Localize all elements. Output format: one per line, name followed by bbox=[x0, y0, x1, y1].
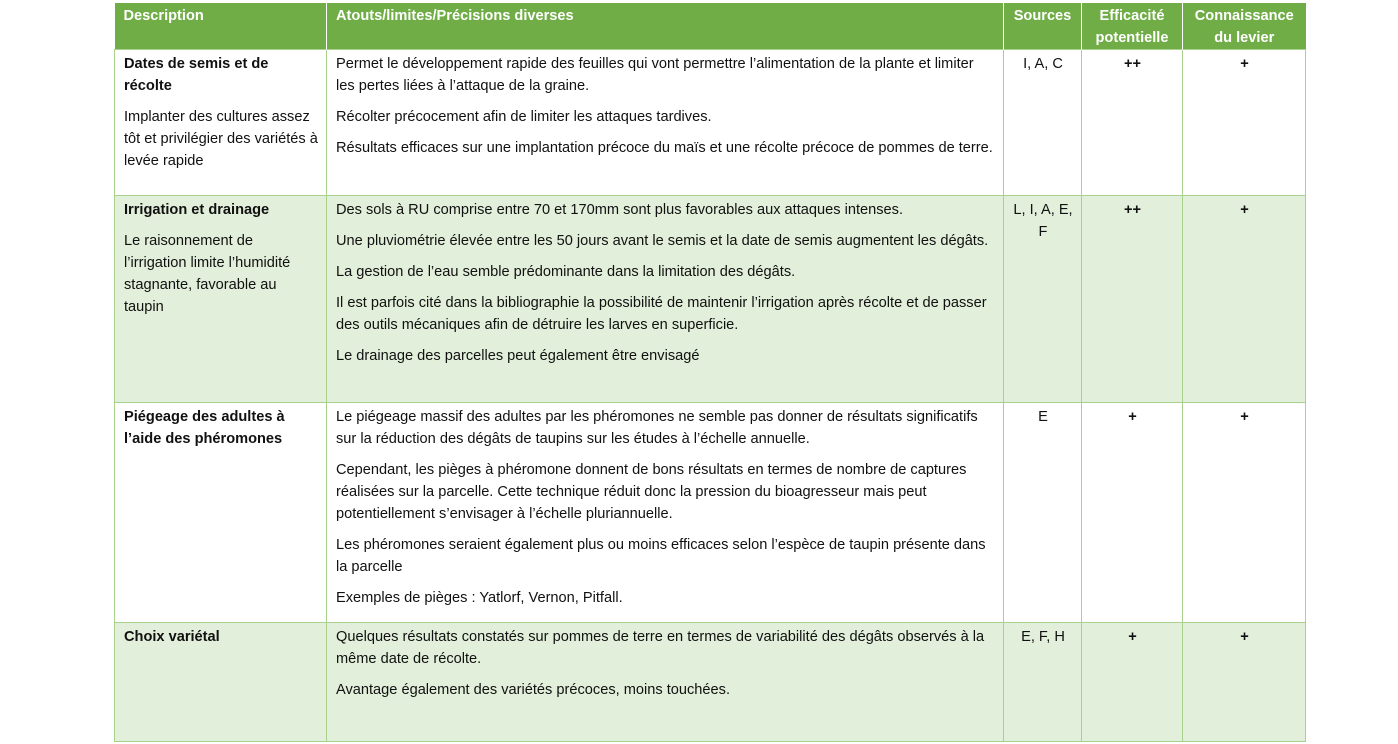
details-cell bbox=[327, 196, 1004, 403]
details-cell bbox=[327, 403, 1004, 623]
connaissance-cell: + bbox=[1183, 50, 1306, 196]
detail-paragraph: Résultats efficaces sur une implantation précoce du maïs et une récolte précoce de pommes de terre. bbox=[336, 140, 993, 156]
detail-paragraph: Une pluviométrie élevée entre les 50 jours avant le semis et la date de semis augmentent les dégâts. bbox=[336, 233, 989, 249]
efficacite-cell: ++ bbox=[1082, 50, 1183, 196]
lever-title: Irrigation et drainage bbox=[124, 202, 270, 218]
detail-paragraph: Exemples de pièges : Yatlorf, Vernon, Pitfall. bbox=[336, 590, 623, 606]
table-row bbox=[115, 50, 1306, 196]
sources-cell: L, I, A, E, F bbox=[1004, 196, 1082, 403]
detail-paragraph: Les phéromones seraient également plus ou moins efficaces selon l’espèce de taupin présente dans la parcelle bbox=[336, 537, 986, 575]
description-cell bbox=[115, 623, 327, 742]
detail-paragraph: Quelques résultats constatés sur pommes de terre en termes de variabilité des dégâts observés à la même date de récolte. bbox=[336, 629, 985, 667]
detail-paragraph: Le piégeage massif des adultes par les phéromones ne semble pas donner de résultats significatifs sur la réduction des dégâts de taupins sur les études à l’échelle annuelle. bbox=[336, 409, 978, 447]
header-connaissance: Connaissance du levier bbox=[1183, 3, 1306, 50]
table-row bbox=[115, 623, 1306, 742]
detail-paragraph: La gestion de l’eau semble prédominante dans la limitation des dégâts. bbox=[336, 264, 796, 280]
lever-subtitle: Le raisonnement de l’irrigation limite l’humidité stagnante, favorable au taupin bbox=[124, 233, 291, 315]
lever-title: Choix variétal bbox=[124, 629, 220, 645]
lever-subtitle: Implanter des cultures assez tôt et privilégier des variétés à levée rapide bbox=[124, 109, 318, 169]
header-description: Description bbox=[115, 3, 327, 50]
detail-paragraph: Il est parfois cité dans la bibliographie la possibilité de maintenir l’irrigation après récolte et de passer des outils mécaniques afin de détruire les larves en superficie. bbox=[336, 295, 987, 333]
table-row bbox=[115, 403, 1306, 623]
header-row bbox=[115, 3, 1306, 50]
description-cell bbox=[115, 196, 327, 403]
description-cell bbox=[115, 50, 327, 196]
connaissance-cell: + bbox=[1183, 403, 1306, 623]
sources-cell: E, F, H bbox=[1004, 623, 1082, 742]
details-cell bbox=[327, 623, 1004, 742]
detail-paragraph: Récolter précocement afin de limiter les attaques tardives. bbox=[336, 109, 712, 125]
description-cell bbox=[115, 403, 327, 623]
lever-title: Piégeage des adultes à l’aide des phéromones bbox=[124, 409, 285, 447]
sources-cell: I, A, C bbox=[1004, 50, 1082, 196]
sources-cell: E bbox=[1004, 403, 1082, 623]
detail-paragraph: Avantage également des variétés précoces, moins touchées. bbox=[336, 682, 730, 698]
table-row bbox=[115, 196, 1306, 403]
efficacite-cell: + bbox=[1082, 403, 1183, 623]
header-efficacite: Efficacité potentielle bbox=[1082, 3, 1183, 50]
detail-paragraph: Cependant, les pièges à phéromone donnent de bons résultats en termes de nombre de captures réalisées sur la parcelle. Cette technique réduit donc la pression du bioagresseur mais peut potentiellement s’envisager à l’échelle pluriannuelle. bbox=[336, 462, 967, 522]
efficacite-cell: ++ bbox=[1082, 196, 1183, 403]
details-cell bbox=[327, 50, 1004, 196]
detail-paragraph: Des sols à RU comprise entre 70 et 170mm sont plus favorables aux attaques intenses. bbox=[336, 202, 904, 218]
header-atouts: Atouts/limites/Précisions diverses bbox=[327, 3, 1004, 50]
levers-table bbox=[114, 3, 1306, 742]
lever-title: Dates de semis et de récolte bbox=[124, 56, 269, 94]
detail-paragraph: Le drainage des parcelles peut également être envisagé bbox=[336, 348, 700, 364]
header-sources: Sources bbox=[1004, 3, 1082, 50]
connaissance-cell: + bbox=[1183, 623, 1306, 742]
efficacite-cell: + bbox=[1082, 623, 1183, 742]
connaissance-cell: + bbox=[1183, 196, 1306, 403]
detail-paragraph: Permet le développement rapide des feuilles qui vont permettre l’alimentation de la plante et limiter les pertes liées à l’attaque de la graine. bbox=[336, 56, 974, 94]
